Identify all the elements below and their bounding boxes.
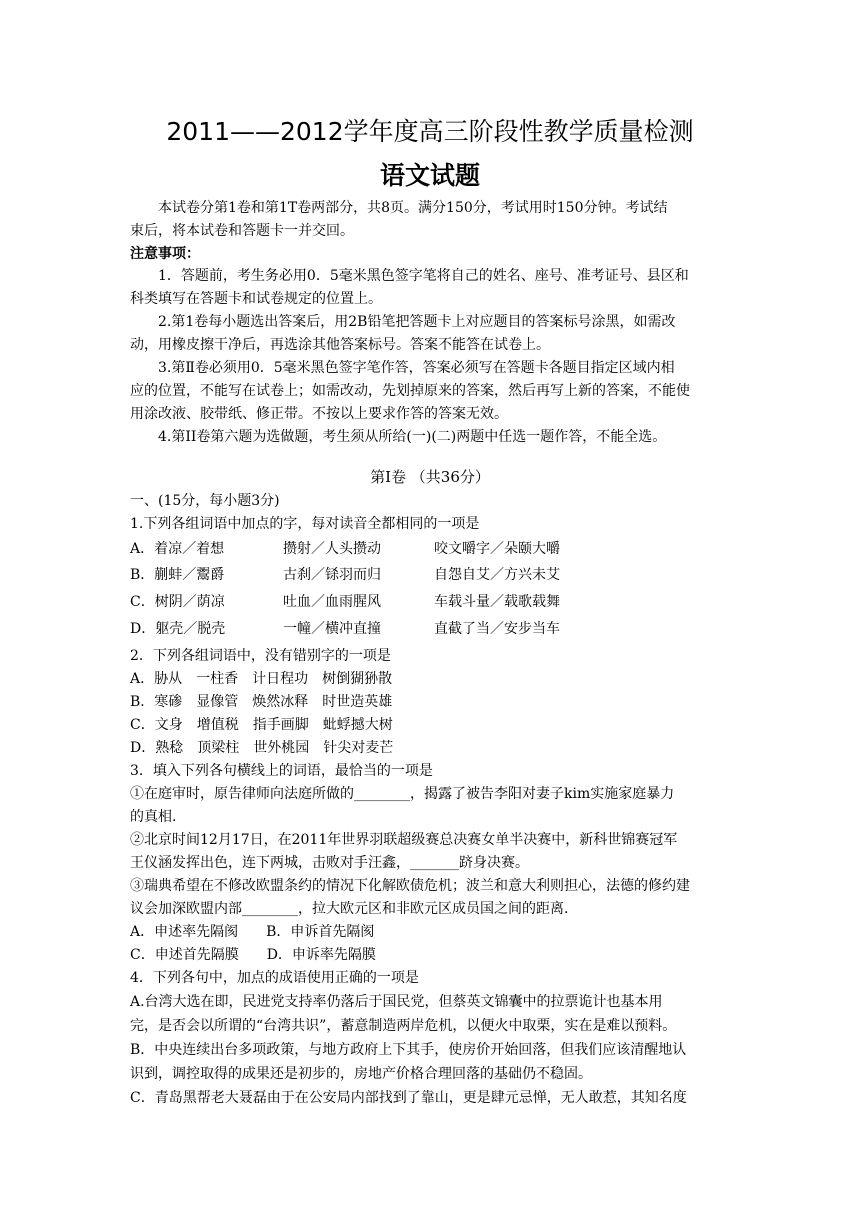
option-b-col1: B．蒯蚌／鬻爵 — [130, 567, 225, 583]
notice-line: 1．答题前，考生务必用0．5毫米黑色签字笔将自己的姓名、座号、准考证号、县区和 — [158, 268, 689, 284]
option-b-col3: 自怨自艾／方兴未艾 — [434, 567, 560, 583]
notice-heading: 注意事项： — [130, 246, 200, 262]
intro-line: 束后，将本试卷和答题卡一并交回。 — [130, 223, 354, 239]
option-line: 识到，调控取得的成果还是初步的，房地产价格合理回落的基础仍不稳固。 — [130, 1066, 592, 1082]
notice-line: 2.第1卷每小题选出答案后，用2B铅笔把答题卡上对应题目的答案标号涂黑，如需改 — [158, 314, 676, 330]
option-line: B．中央连续出台多项政策，与地方政府上下其手，使房价开始回落，但我们应该清醒地认 — [130, 1042, 687, 1058]
sentence-line: ①在庭审时，原告律师向法庭所做的________，揭露了被告李阳对妻子kim实施家庭暴力 — [130, 786, 675, 802]
notice-line: 动，用橡皮擦干净后，再选涂其他答案标号。答案不能答在试卷上。 — [130, 337, 550, 353]
question-stem: 4．下列各句中，加点的成语使用正确的一项是 — [130, 970, 419, 986]
option-line: A．申述率先隔阂 B．申诉首先隔阂 — [130, 924, 375, 940]
page-subtitle: 语文试题 — [379, 161, 480, 190]
sentence-line: 王仪涵发挥出色，连下两城，击败对手汪鑫，_______跻身决赛。 — [130, 855, 529, 871]
notice-line: 应的位置，不能写在试卷上；如需改动，先划掉原来的答案，然后再写上新的答案，不能使 — [130, 383, 690, 399]
option-d-col3: 直截了当／安步当车 — [434, 621, 560, 637]
sentence-line: 的真相. — [130, 809, 177, 825]
question-stem: 2．下列各组词语中，没有错别字的一项是 — [130, 648, 391, 664]
notice-line: 3.第Ⅱ卷必须用0．5毫米黑色签字笔作答，答案必须写在答题卡各题目指定区域内相 — [158, 360, 675, 376]
section-heading: 一、(15分，每小题3分) — [130, 493, 280, 509]
sentence-line: 议会加深欧盟内部________，拉大欧元区和非欧元区成员国之间的距离. — [130, 901, 569, 917]
option-a-col2: 攒射／人头攒动 — [283, 541, 381, 557]
option-d-col1: D．躯壳／脱壳 — [130, 621, 226, 637]
option-line: B．寒碜 显像管 焕然冰释 时世造英雄 — [130, 694, 393, 710]
option-a-col1: A．着凉／着想 — [130, 541, 225, 557]
question-stem: 1.下列各组词语中加点的字，每对读音全都相同的一项是 — [130, 516, 480, 532]
option-b-col2: 古刹／铩羽而归 — [283, 567, 381, 583]
option-line: 完，是否会以所谓的“台湾共识”，蓄意制造两岸危机，以便火中取栗，实在是难以预料。 — [130, 1018, 677, 1034]
sentence-line: ②北京时间12月17日，在2011年世界羽联超级赛总决赛女单半决赛中，新科世锦赛冠军 — [130, 832, 678, 848]
notice-line: 4.第II卷第六题为选做题，考生须从所给(一)(二)两题中任选一题作答，不能全选。 — [158, 429, 667, 445]
option-c-col1: C．树阴／荫凉 — [130, 594, 225, 610]
notice-line: 用涂改液、胶带纸、修正带。不按以上要求作答的答案无效。 — [130, 406, 508, 422]
option-c-col3: 车载斗量／载歌载舞 — [434, 594, 560, 610]
option-line: C．青岛黑帮老大聂磊由于在公安局内部找到了靠山，更是肆元忌惮，无人敢惹，其知名度 — [130, 1090, 687, 1106]
intro-line: 本试卷分第1卷和第1T卷两部分，共8页。满分150分，考试用时150分钟。考试结 — [158, 200, 668, 216]
sentence-line: ③瑞典希望在不修改欧盟条约的情况下化解欧债危机；波兰和意大利则担心，法德的修约建 — [130, 878, 690, 894]
page-title: 2011——2012学年度高三阶段性教学质量检测 — [166, 117, 694, 146]
option-line: C．文身 增值税 指手画脚 蚍蜉撼大树 — [130, 717, 393, 733]
option-line: A.台湾大选在即，民进党支持率仍落后于国民党，但蔡英文锦囊中的拉票诡计也基本用 — [130, 994, 663, 1010]
option-line: A．胁从 一柱香 计日程功 树倒猢狲散 — [130, 671, 393, 687]
option-a-col3: 咬文嚼字／朵颐大嚼 — [434, 541, 560, 557]
option-line: C．申述首先隔膜 D．申诉率先隔膜 — [130, 947, 376, 963]
notice-line: 科类填写在答题卡和试卷规定的位置上。 — [130, 291, 382, 307]
option-d-col2: 一幢／横冲直撞 — [283, 621, 381, 637]
question-stem: 3．填入下列各句横线上的词语，最恰当的一项是 — [130, 763, 433, 779]
part-heading: 第Ⅰ卷 （共36分） — [370, 468, 490, 486]
option-line: D．熟稔 顶梁柱 世外桃园 针尖对麦芒 — [130, 740, 394, 756]
option-c-col2: 吐血／血雨腥风 — [283, 594, 381, 610]
